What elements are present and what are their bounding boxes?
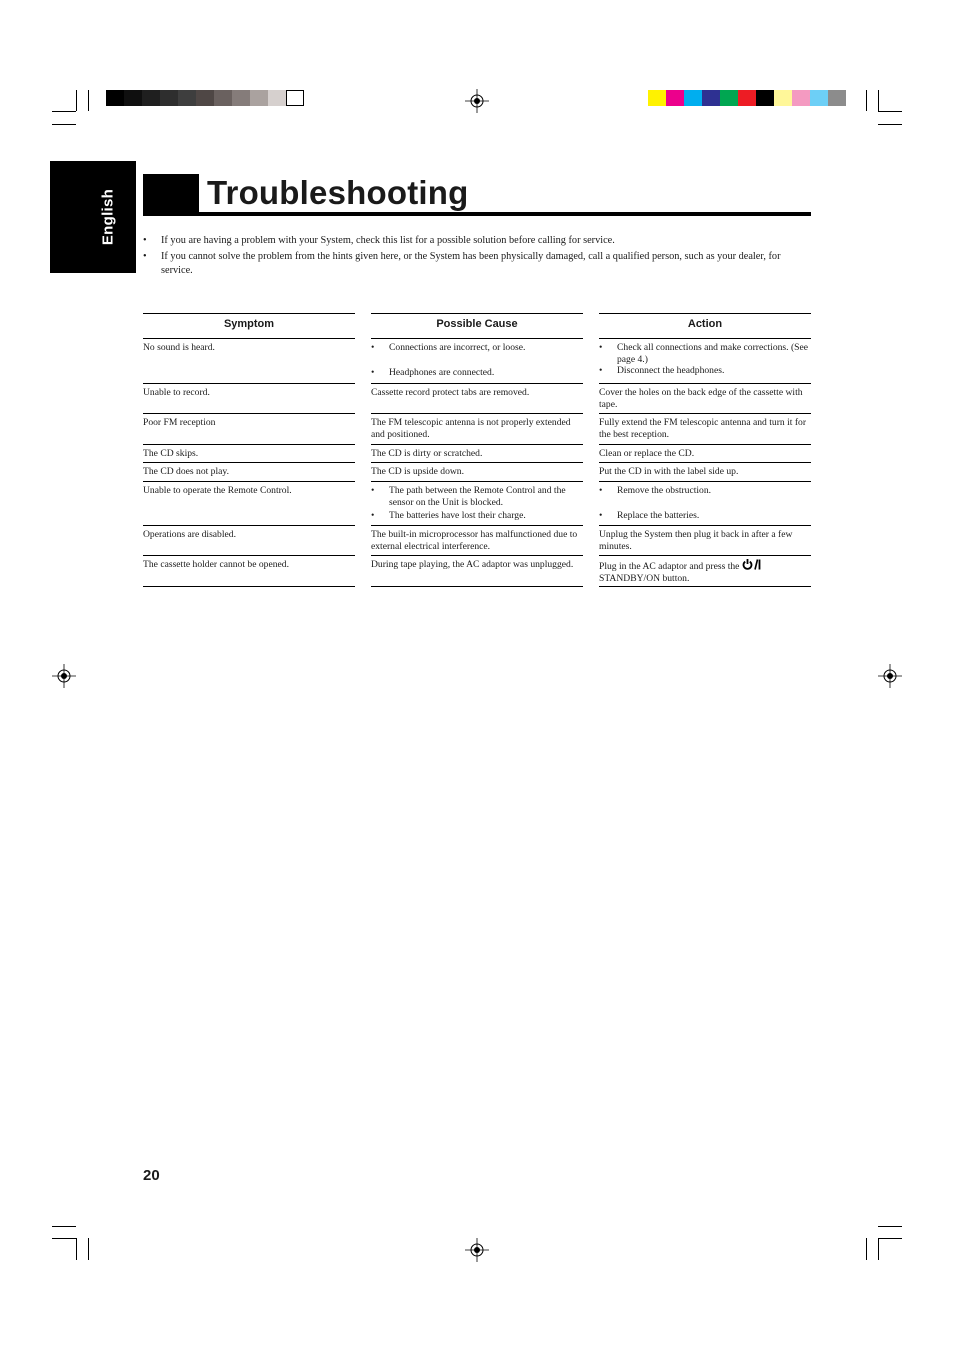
calibration-swatch: [792, 90, 810, 106]
intro-list: [143, 234, 811, 280]
calibration-swatch: [106, 90, 124, 106]
cause-cell: During tape playing, the AC adaptor was unplugged.: [371, 556, 583, 587]
calibration-swatch: [232, 90, 250, 106]
page-title: Troubleshooting: [207, 174, 469, 211]
action-cell: Clean or replace the CD.: [599, 445, 811, 463]
cause-bullet: • The path between the Remote Control and the sensor on the Unit is blocked.: [371, 485, 583, 508]
symptom-cell: The CD does not play.: [143, 463, 355, 482]
action-column: [599, 313, 811, 587]
action-cell: [599, 339, 811, 384]
registration-mark-icon: [465, 1238, 489, 1262]
calibration-swatch: [196, 90, 214, 106]
action-cell: [599, 482, 811, 526]
column-header-cause: Possible Cause: [371, 314, 583, 339]
calibration-swatch: [756, 90, 774, 106]
cause-cell: The CD is upside down.: [371, 463, 583, 482]
action-text: STANDBY/ON button.: [599, 572, 690, 584]
cause-cell: The built-in microprocessor has malfunctioned due to external electrical interference.: [371, 526, 583, 556]
action-bullet: • Remove the obstruction.: [599, 485, 811, 497]
registration-mark-icon: [465, 89, 489, 113]
action-cell: Unplug the System then plug it back in after a few minutes.: [599, 526, 811, 556]
cause-cell: The FM telescopic antenna is not properly extended and positioned.: [371, 414, 583, 445]
action-cell: Fully extend the FM telescopic antenna and turn it for the best reception.: [599, 414, 811, 445]
calibration-swatch: [666, 90, 684, 106]
calibration-swatch: [214, 90, 232, 106]
title-accent-block: [143, 174, 199, 216]
cause-cell: The CD is dirty or scratched.: [371, 445, 583, 463]
symptom-cell: The CD skips.: [143, 445, 355, 463]
symptom-column: [143, 313, 355, 587]
intro-item: • If you cannot solve the problem from the hints given here, or the System has been physically damaged, call a qualified person, such as your dealer, for service.: [143, 250, 811, 278]
cause-cell: [371, 339, 583, 384]
symptom-cell: Poor FM reception: [143, 414, 355, 445]
cause-bullet: • Connections are incorrect, or loose.: [371, 342, 583, 354]
column-header-symptom: Symptom: [143, 314, 355, 339]
intro-item: • If you are having a problem with your System, check this list for a possible solution before calling for service.: [143, 234, 811, 248]
cause-bullet: • Headphones are connected.: [371, 367, 583, 379]
standby-power-icon: [742, 559, 761, 570]
color-calibration-bar: [648, 90, 846, 106]
cause-bullet: • The batteries have lost their charge.: [371, 510, 583, 522]
symptom-cell: The cassette holder cannot be opened.: [143, 556, 355, 587]
calibration-swatch: [720, 90, 738, 106]
action-text: Plug in the AC adaptor and press the: [599, 561, 740, 572]
registration-mark-icon: [52, 664, 76, 688]
calibration-swatch: [828, 90, 846, 106]
symptom-cell: Operations are disabled.: [143, 526, 355, 556]
symptom-cell: Unable to operate the Remote Control.: [143, 482, 355, 526]
calibration-swatch: [160, 90, 178, 106]
cause-cell: Cassette record protect tabs are removed.: [371, 384, 583, 414]
calibration-swatch: [178, 90, 196, 106]
action-cell: Put the CD in with the label side up.: [599, 463, 811, 482]
calibration-swatch: [702, 90, 720, 106]
calibration-swatch: [810, 90, 828, 106]
calibration-swatch: [684, 90, 702, 106]
calibration-swatch: [648, 90, 666, 106]
calibration-swatch: [268, 90, 286, 106]
action-bullet: • Replace the batteries.: [599, 510, 811, 522]
page-number: 20: [143, 1167, 160, 1184]
action-cell: [599, 556, 811, 587]
column-header-action: Action: [599, 314, 811, 339]
language-side-tab: [50, 161, 136, 273]
action-cell: Cover the holes on the back edge of the cassette with tape.: [599, 384, 811, 414]
action-bullet: • Disconnect the headphones.: [599, 365, 811, 377]
calibration-swatch: [774, 90, 792, 106]
language-label: English: [99, 188, 117, 246]
calibration-swatch: [142, 90, 160, 106]
calibration-swatch: [124, 90, 142, 106]
symptom-cell: Unable to record.: [143, 384, 355, 414]
grayscale-calibration-bar: [106, 90, 304, 106]
cause-cell: [371, 482, 583, 526]
calibration-swatch: [250, 90, 268, 106]
cause-column: [371, 313, 583, 587]
calibration-swatch: [286, 90, 304, 106]
calibration-swatch: [738, 90, 756, 106]
registration-mark-icon: [878, 664, 902, 688]
symptom-cell: No sound is heard.: [143, 339, 355, 384]
action-bullet: • Check all connections and make corrections. (See page 4.): [599, 342, 811, 365]
